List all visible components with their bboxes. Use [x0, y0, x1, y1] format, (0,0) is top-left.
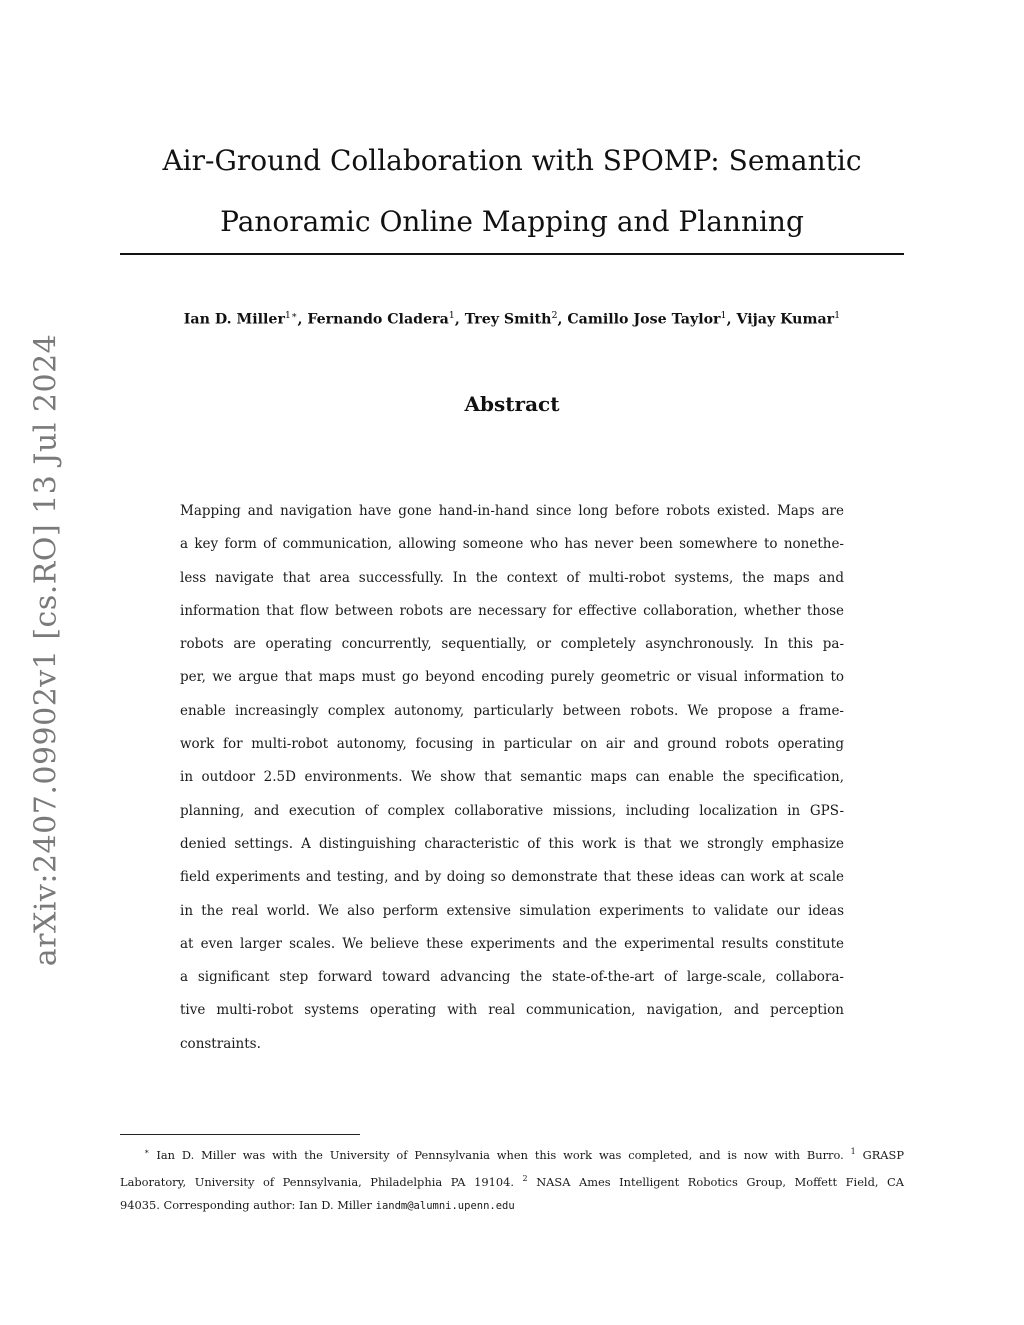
- author-mark: 1: [448, 310, 455, 321]
- abstract-line: information that flow between robots are necessary for effective collaboration, whether those: [180, 602, 844, 619]
- footnote-aff2-text: 94035. Corresponding author: Ian D. Miller: [120, 1198, 376, 1212]
- abstract-line: work for multi-robot autonomy, focusing in particular on air and ground robots operating: [180, 736, 844, 753]
- footnote-line: [120, 1138, 904, 1165]
- footnote-aff1-text: GRASP: [855, 1147, 905, 1162]
- abstract-line: less navigate that area successfully. In the context of multi-robot systems, the maps and: [180, 569, 844, 586]
- abstract-line: per, we argue that maps must go beyond encoding purely geometric or visual information to: [180, 669, 844, 686]
- abstract-heading: Abstract: [464, 392, 560, 416]
- footnote-star-text: Ian D. Miller was with the University of Pennsylvania when this work was completed, and is now with Burro.: [149, 1147, 851, 1162]
- footnote-aff1-text: Laboratory, University of Pennsylvania, Philadelphia PA 19104.: [120, 1174, 523, 1189]
- abstract-body: [180, 495, 844, 1061]
- abstract-line: tive multi-robot systems operating with real communication, navigation, and perception: [180, 1002, 844, 1019]
- footnote-line: [120, 1165, 904, 1192]
- author-mark: 2: [551, 310, 558, 321]
- paper-title-line-1: Air-Ground Collaboration with SPOMP: Semantic: [162, 144, 862, 177]
- abstract-line: planning, and execution of complex collaborative missions, including localization in GPS-: [180, 802, 844, 819]
- arxiv-identifier: arXiv:2407.09902v1 [cs.RO] 13 Jul 2024: [28, 333, 64, 967]
- footnote-line: [120, 1192, 904, 1219]
- footnote-aff2-mark: 2: [522, 1174, 528, 1183]
- author-name: Fernando Cladera: [307, 311, 449, 328]
- author-mark: 1: [720, 310, 727, 321]
- author-name: Ian D. Miller: [183, 311, 285, 328]
- footnote: [120, 1138, 904, 1219]
- title-rule: [120, 253, 904, 255]
- author-name: Vijay Kumar: [736, 311, 835, 328]
- abstract-line: in outdoor 2.5D environments. We show that semantic maps can enable the specification,: [180, 769, 844, 786]
- abstract-line: field experiments and testing, and by doing so demonstrate that these ideas can work at scale: [180, 869, 844, 886]
- abstract-line: in the real world. We also perform extensive simulation experiments to validate our ideas: [180, 902, 844, 919]
- abstract-line: denied settings. A distinguishing characteristic of this work is that we strongly emphasize: [180, 835, 844, 852]
- abstract-line: enable increasingly complex autonomy, particularly between robots. We propose a frame-: [180, 702, 844, 719]
- footnote-star-mark: ∗: [144, 1147, 150, 1156]
- footnote-aff1-mark: 1: [850, 1147, 856, 1156]
- abstract-line: Mapping and navigation have gone hand-in-hand since long before robots existed. Maps are: [180, 503, 844, 519]
- footnote-rule: [120, 1134, 360, 1135]
- author-mark: 1∗: [284, 310, 298, 321]
- author-list: Ian D. Miller$^{1∗}$, Fernando Cladera$^1$, Trey Smith$^2$, Camillo Jose Taylor$^1$, Vijay Kumar$^1$: [183, 310, 841, 328]
- paper-title-line-2: Panoramic Online Mapping and Planning: [220, 205, 804, 238]
- abstract-line: at even larger scales. We believe these experiments and the experimental results constitute: [180, 935, 844, 952]
- author-mark: 1: [834, 310, 841, 321]
- author-email-link[interactable]: iandm@alumni.upenn.edu: [375, 1200, 515, 1212]
- author-name: Trey Smith: [464, 311, 552, 328]
- footnote-aff2-text: NASA Ames Intelligent Robotics Group, Moffett Field, CA: [527, 1174, 904, 1189]
- abstract-line: constraints.: [180, 1035, 261, 1052]
- abstract-line: robots are operating concurrently, sequentially, or completely asynchronously. In this pa-: [180, 636, 844, 653]
- abstract-line: a significant step forward toward advancing the state-of-the-art of large-scale, collabora-: [180, 969, 844, 986]
- abstract-line: a key form of communication, allowing someone who has never been somewhere to nonethe-: [180, 536, 844, 553]
- author-name: Camillo Jose Taylor: [567, 311, 721, 328]
